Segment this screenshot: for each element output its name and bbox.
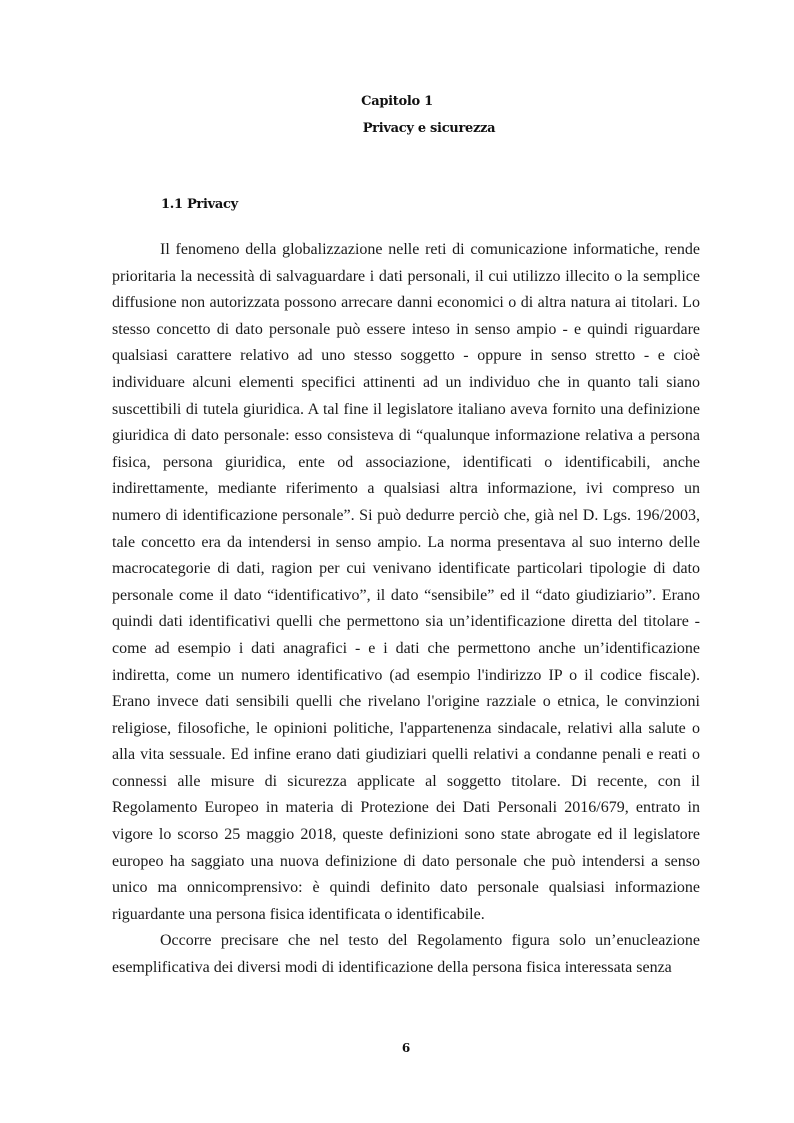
chapter-title: Privacy e sicurezza bbox=[362, 121, 496, 136]
paragraph: Il fenomeno della globalizzazione nelle reti di comunicazione informatiche, rende prioritaria la necessità di salvaguardare i dati personali, il cui utilizzo illecito o la semplice diffusione non autorizzata possono arrecare danni economici o di altra natura ai titolari. Lo stesso concetto di dato personale può essere inteso in senso ampio - e quindi riguardare qualsiasi carattere relativo ad uno stesso soggetto - oppure in senso stretto - e cioè individuare alcuni elementi specifici attinenti ad un individuo che in quanto tali siano suscettibili di tutela giuridica. A tal fine il legislatore italiano aveva fornito una definizione giuridica di dato personale: esso consisteva di “qualunque informazione relativa a persona fisica, persona giuridica, ente od associazione, identificati o identificabili, anche indirettamente, mediante riferimento a qualsiasi altra informazione, ivi compreso un numero di identificazione personale”. Si può dedurre perciò che, già nel D. Lgs. 196/2003, tale concetto era da intendersi in senso ampio. La norma presentava al suo interno delle macrocategorie di dati, ragion per cui venivano identificate particolari tipologie di dato personale come il dato “identificativo”, il dato “sensibile” ed il “dato giudiziario”. Erano quindi dati identificativi quelli che permettono sia un’identificazione diretta del titolare - come ad esempio i dati anagrafici - e i dati che permettono anche un’identificazione indiretta, come un numero identificativo (ad esempio l'indirizzo IP o il codice fiscale). Erano invece dati sensibili quelli che rivelano l'origine razziale o etnica, le convinzioni religiose, filosofiche, le opinioni politiche, l'appartenenza sindacale, relativi alla salute o alla vita sessuale. Ed infine erano dati giudiziari quelli relativi a condanne penali e reati o connessi alle misure di sicurezza applicate al soggetto titolare. Di recente, con il Regolamento Europeo in materia di Protezione dei Dati Personali 2016/679, entrato in vigore lo scorso 25 maggio 2018, queste definizioni sono state abrogate ed il legislatore europeo ha saggiato una nuova definizione di dato personale che può intendersi a senso unico ma onnicomprensivo: è quindi definito dato personale qualsiasi informazione riguardante una persona fisica identificata o identificabile. bbox=[112, 241, 700, 923]
page-number: 6 bbox=[401, 1041, 411, 1055]
paragraph: Occorre precisare che nel testo del Regolamento figura solo un’enucleazione esemplificativa dei diversi modi di identificazione della persona fisica interessata senza bbox=[112, 932, 700, 977]
section-heading: 1.1 Privacy bbox=[161, 197, 238, 212]
chapter-label: Capitolo 1 bbox=[361, 94, 433, 109]
body-text bbox=[112, 237, 700, 982]
